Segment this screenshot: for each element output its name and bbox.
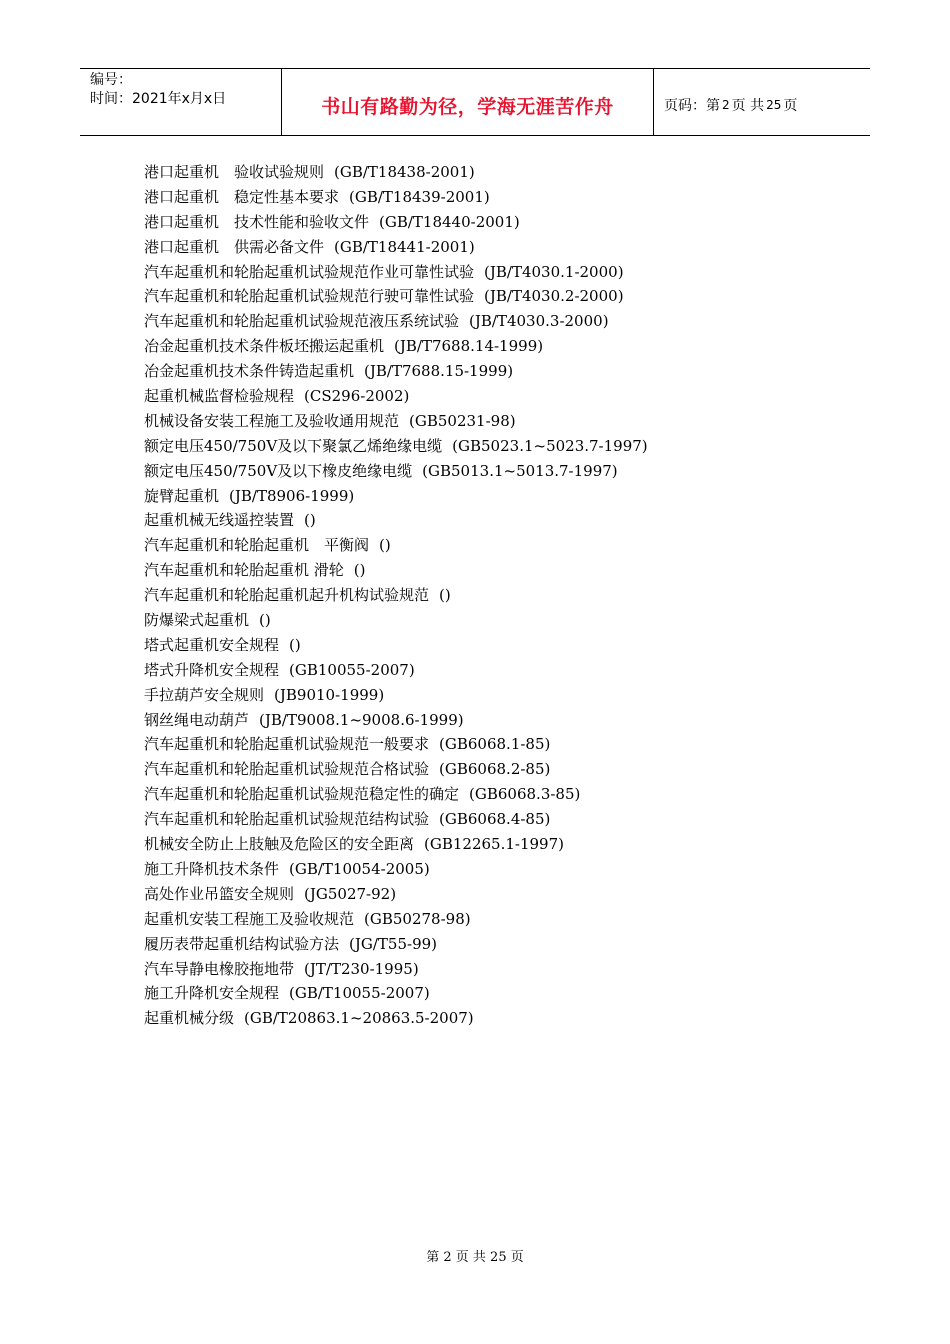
standard-code: (GB/T18440-2001)	[379, 212, 520, 231]
standard-name: 塔式起重机安全规程	[144, 635, 280, 654]
standard-item	[144, 757, 844, 782]
standard-code: (GB6068.2-85)	[439, 760, 551, 779]
standard-item	[144, 384, 844, 409]
standard-name: 汽车导静电橡胶拖地带	[144, 959, 295, 978]
standard-item	[144, 434, 844, 459]
standard-item	[144, 857, 844, 882]
standard-name: 手拉葫芦安全规则	[144, 685, 265, 704]
standard-code: (GB50278-98)	[364, 909, 471, 928]
standard-code: (JB/T9008.1~9008.6-1999)	[259, 710, 464, 729]
standard-code: ()	[439, 586, 451, 605]
standard-code: (JB/T4030.3-2000)	[469, 312, 609, 331]
standard-name: 机械设备安装工程施工及验收通用规范	[144, 411, 400, 430]
standard-code: ()	[304, 511, 316, 530]
standard-code: ()	[379, 536, 391, 555]
page-suffix: 页	[783, 98, 798, 114]
standard-code: (JT/T230-1995)	[304, 959, 419, 978]
page-mid: 页 共	[731, 98, 765, 114]
standard-item	[144, 832, 844, 857]
standard-code: (GB/T18441-2001)	[334, 237, 475, 256]
header-motto-cell	[282, 69, 654, 135]
standard-name: 额定电压450/750V及以下聚氯乙烯绝缘电缆	[144, 436, 443, 455]
standard-code: (JB/T4030.2-2000)	[484, 287, 624, 306]
standard-name: 汽车起重机和轮胎起重机试验规范作业可靠性试验	[144, 262, 475, 281]
standard-item	[144, 882, 844, 907]
standard-code: (JB/T7688.15-1999)	[364, 362, 514, 381]
standard-item	[144, 807, 844, 832]
standard-name: 汽车起重机和轮胎起重机 滑轮	[144, 561, 344, 580]
standard-name: 冶金起重机技术条件铸造起重机	[144, 362, 355, 381]
standard-name: 汽车起重机和轮胎起重机试验规范一般要求	[144, 735, 430, 754]
standard-code: (GB5013.1~5013.7-1997)	[422, 461, 618, 480]
header-motto: 书山有路勤为径，学海无涯苦作舟	[321, 95, 614, 118]
standard-item	[144, 907, 844, 932]
standards-list	[144, 160, 844, 1031]
standard-item	[144, 583, 844, 608]
standard-item	[144, 957, 844, 982]
standard-item	[144, 284, 844, 309]
standard-item	[144, 260, 844, 285]
header-page-info	[654, 69, 870, 135]
standard-code: (GB6068.3-85)	[469, 785, 581, 804]
standard-code: (GB/T10055-2007)	[289, 984, 430, 1003]
standard-name: 起重机械无线遥控装置	[144, 511, 295, 530]
standard-name: 机械安全防止上肢触及危险区的安全距离	[144, 835, 415, 854]
standard-name: 起重机械监督检验规程	[144, 387, 295, 406]
standard-name: 履历表带起重机结构试验方法	[144, 934, 340, 953]
standard-code: (JB9010-1999)	[274, 685, 385, 704]
page-current: 2	[722, 98, 730, 112]
standard-item	[144, 558, 844, 583]
standard-name: 港口起重机 供需必备文件	[144, 237, 325, 256]
standard-name: 塔式升降机安全规程	[144, 660, 280, 679]
standard-name: 旋臂起重机	[144, 486, 220, 505]
standard-name: 防爆梁式起重机	[144, 611, 250, 630]
standard-item	[144, 932, 844, 957]
standard-name: 港口起重机 稳定性基本要求	[144, 187, 340, 206]
standard-item	[144, 459, 844, 484]
standard-item	[144, 508, 844, 533]
standard-item	[144, 708, 844, 733]
standard-item	[144, 185, 844, 210]
standard-item	[144, 210, 844, 235]
standard-item	[144, 1006, 844, 1031]
standard-code: (GB6068.1-85)	[439, 735, 551, 754]
standard-code: (GB6068.4-85)	[439, 810, 551, 829]
standard-code: (JG5027-92)	[304, 884, 397, 903]
page-total: 25	[766, 98, 782, 112]
header-meta	[80, 69, 282, 135]
standard-item	[144, 981, 844, 1006]
standard-item	[144, 359, 844, 384]
standard-item	[144, 309, 844, 334]
standard-item	[144, 334, 844, 359]
standard-code: (GB12265.1-1997)	[424, 835, 564, 854]
standard-name: 汽车起重机和轮胎起重机试验规范结构试验	[144, 810, 430, 829]
standard-item	[144, 658, 844, 683]
standard-name: 施工升降机技术条件	[144, 859, 280, 878]
document-date: 时间：2021年x月x日	[90, 91, 227, 107]
page-header	[80, 68, 870, 136]
page-prefix: 页码：第	[664, 98, 720, 114]
page-footer: 第 2 页 共 25 页	[426, 1250, 524, 1265]
standard-code: (GB/T10054-2005)	[289, 859, 430, 878]
standard-item	[144, 409, 844, 434]
standard-code: (GB/T18439-2001)	[349, 187, 490, 206]
standard-name: 汽车起重机和轮胎起重机试验规范稳定性的确定	[144, 785, 460, 804]
standard-name: 港口起重机 验收试验规则	[144, 163, 325, 181]
standard-code: ()	[289, 635, 301, 654]
standard-code: ()	[353, 561, 366, 580]
standard-name: 起重机械分级	[144, 1009, 235, 1028]
standard-code: (JG/T55-99)	[349, 934, 438, 953]
standard-item	[144, 683, 844, 708]
standard-code: (GB/T18438-2001)	[334, 163, 475, 181]
document-number-label: 编号：	[90, 72, 132, 88]
standard-code: (GB/T20863.1~20863.5-2007)	[244, 1009, 474, 1028]
standard-code: ()	[259, 611, 271, 630]
standard-name: 汽车起重机和轮胎起重机起升机构试验规范	[144, 586, 430, 605]
standard-code: (JB/T4030.1-2000)	[484, 262, 624, 281]
standard-name: 施工升降机安全规程	[144, 984, 280, 1003]
standard-code: (JB/T7688.14-1999)	[394, 337, 544, 356]
standard-item	[144, 235, 844, 260]
standard-name: 汽车起重机和轮胎起重机试验规范行驶可靠性试验	[144, 287, 475, 306]
standard-code: (GB50231-98)	[409, 411, 516, 430]
standard-item	[144, 782, 844, 807]
standard-code: (GB10055-2007)	[289, 660, 415, 679]
standard-name: 汽车起重机和轮胎起重机 平衡阀	[144, 536, 370, 555]
standard-name: 钢丝绳电动葫芦	[144, 710, 250, 729]
standard-item	[144, 160, 844, 185]
standard-item	[144, 608, 844, 633]
standard-item	[144, 533, 844, 558]
standard-name: 汽车起重机和轮胎起重机试验规范合格试验	[144, 760, 430, 779]
standard-name: 港口起重机 技术性能和验收文件	[144, 212, 370, 231]
standard-code: (CS296-2002)	[304, 387, 410, 406]
standard-item	[144, 484, 844, 509]
standard-item	[144, 633, 844, 658]
standard-code: (JB/T8906-1999)	[229, 486, 355, 505]
standard-name: 冶金起重机技术条件板坯搬运起重机	[144, 337, 385, 356]
standard-name: 高处作业吊篮安全规则	[144, 884, 295, 903]
standard-name: 额定电压450/750V及以下橡皮绝缘电缆	[144, 461, 413, 480]
standard-code: (GB5023.1~5023.7-1997)	[452, 436, 648, 455]
standard-item	[144, 732, 844, 757]
standard-name: 汽车起重机和轮胎起重机试验规范液压系统试验	[144, 312, 460, 331]
standard-name: 起重机安装工程施工及验收规范	[144, 909, 355, 928]
